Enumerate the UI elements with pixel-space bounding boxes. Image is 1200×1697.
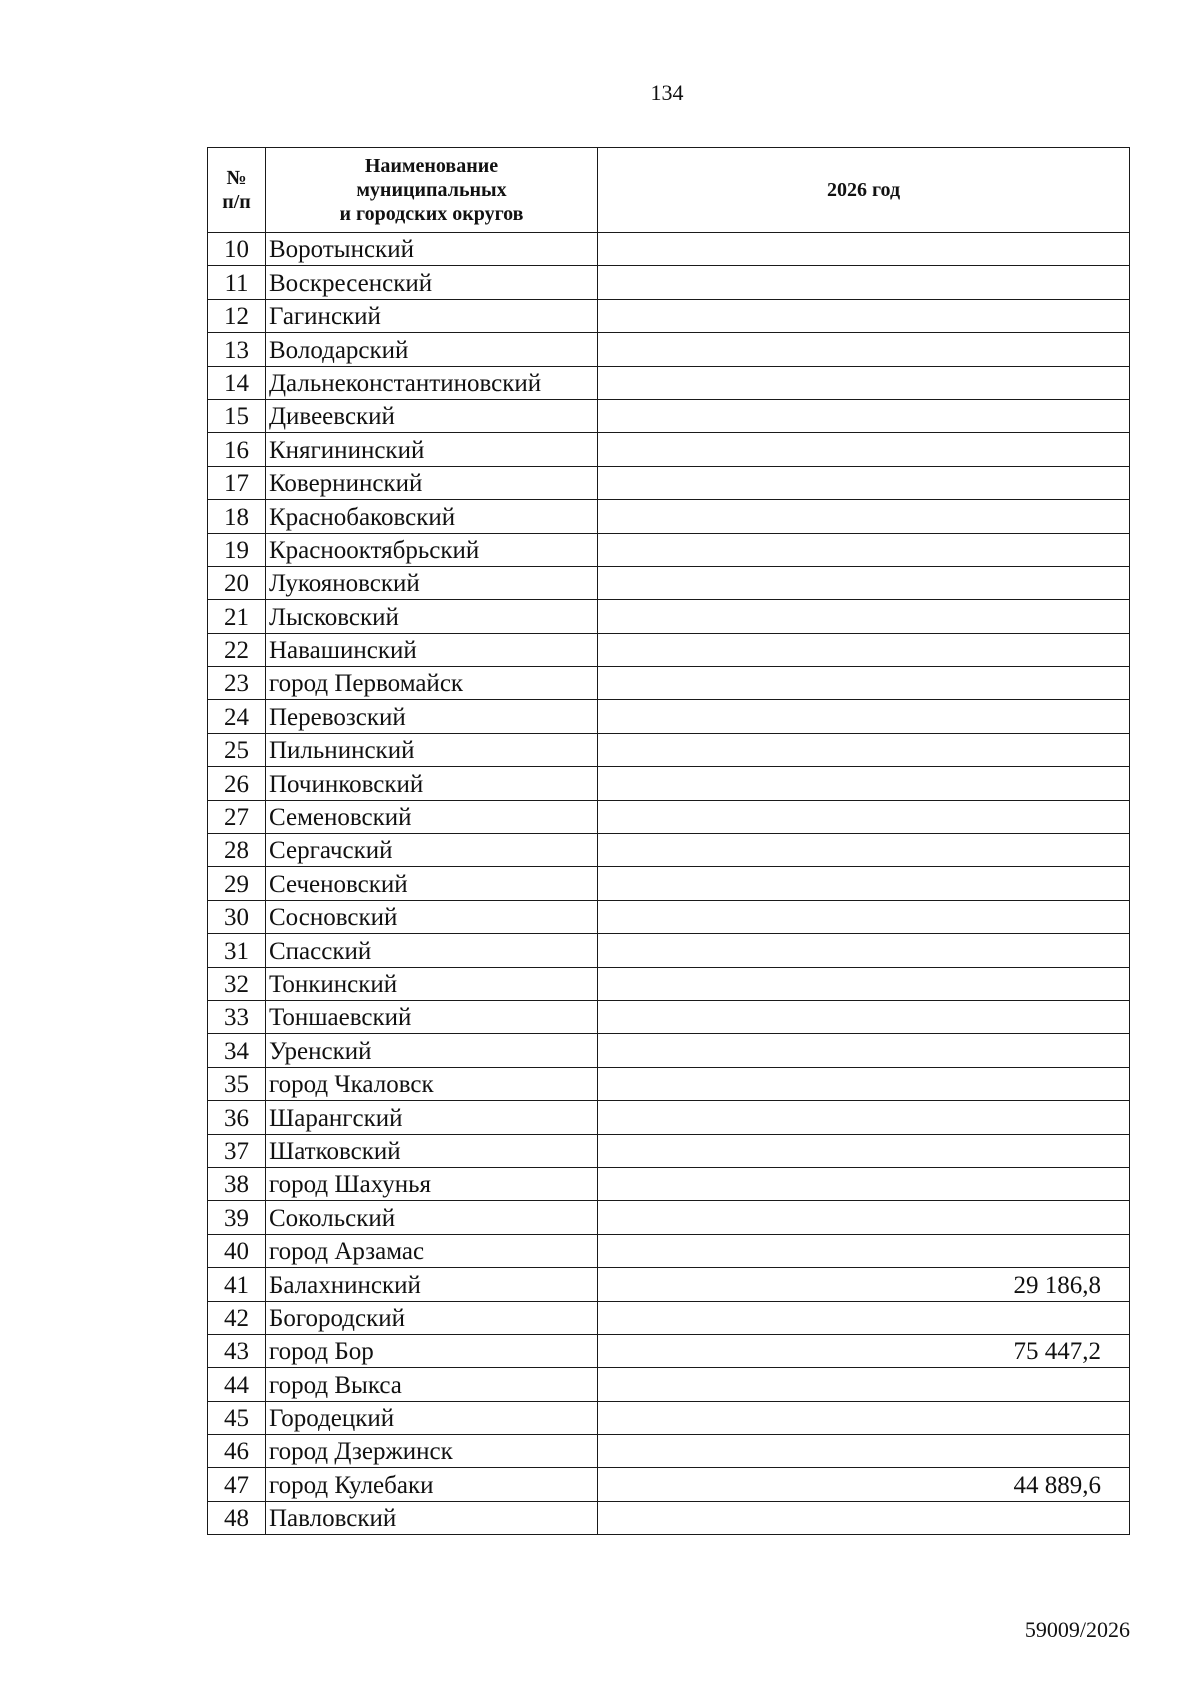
row-municipality-name: Дальнеконстантиновский [266, 366, 598, 399]
table-header [208, 148, 1130, 233]
row-value-2026 [598, 834, 1130, 867]
row-number: 17 [208, 466, 266, 499]
row-value-2026 [598, 1067, 1130, 1100]
row-number: 39 [208, 1201, 266, 1234]
table-row [208, 1134, 1130, 1167]
row-number: 20 [208, 566, 266, 599]
header-number: № п/п [208, 148, 266, 233]
row-value-2026 [598, 1234, 1130, 1267]
table-row [208, 1368, 1130, 1401]
row-municipality-name: Сосновский [266, 900, 598, 933]
row-value-2026 [598, 1134, 1130, 1167]
row-municipality-name: Воротынский [266, 233, 598, 266]
table-row [208, 1468, 1130, 1501]
row-municipality-name: Сергачский [266, 834, 598, 867]
row-value-2026 [598, 700, 1130, 733]
row-municipality-name: Ковернинский [266, 466, 598, 499]
row-value-2026 [598, 366, 1130, 399]
table-row [208, 967, 1130, 1000]
row-value-2026 [598, 533, 1130, 566]
table-row [208, 700, 1130, 733]
table-row [208, 1234, 1130, 1267]
table-row [208, 867, 1130, 900]
row-number: 47 [208, 1468, 266, 1501]
row-value-2026 [598, 1301, 1130, 1334]
header-year-2026: 2026 год [598, 148, 1130, 233]
table-row [208, 600, 1130, 633]
row-municipality-name: Починковский [266, 767, 598, 800]
row-municipality-name: город Бор [266, 1334, 598, 1367]
row-number: 36 [208, 1101, 266, 1134]
row-number: 13 [208, 333, 266, 366]
table-row [208, 333, 1130, 366]
row-municipality-name: Шарангский [266, 1101, 598, 1134]
table-body [208, 233, 1130, 1535]
row-number: 11 [208, 266, 266, 299]
table-row [208, 1101, 1130, 1134]
row-municipality-name: Краснобаковский [266, 500, 598, 533]
table-row [208, 1034, 1130, 1067]
row-value-2026 [598, 1501, 1130, 1534]
row-number: 33 [208, 1000, 266, 1033]
row-municipality-name: Пильнинский [266, 733, 598, 766]
row-value-2026: 29 186,8 [598, 1268, 1130, 1301]
row-value-2026 [598, 800, 1130, 833]
row-value-2026: 44 889,6 [598, 1468, 1130, 1501]
row-municipality-name: Краснооктябрьский [266, 533, 598, 566]
row-value-2026 [598, 600, 1130, 633]
row-number: 32 [208, 967, 266, 1000]
row-municipality-name: Сокольский [266, 1201, 598, 1234]
table-row [208, 1501, 1130, 1534]
table-row [208, 399, 1130, 432]
row-value-2026 [598, 299, 1130, 332]
row-number: 15 [208, 399, 266, 432]
table-row [208, 1334, 1130, 1367]
row-number: 41 [208, 1268, 266, 1301]
row-municipality-name: город Арзамас [266, 1234, 598, 1267]
row-value-2026 [598, 767, 1130, 800]
row-municipality-name: Гагинский [266, 299, 598, 332]
row-number: 25 [208, 733, 266, 766]
header-municipality-name: Наименование муниципальных и городских округов [266, 148, 598, 233]
row-municipality-name: город Шахунья [266, 1167, 598, 1200]
row-municipality-name: город Выкса [266, 1368, 598, 1401]
row-number: 10 [208, 233, 266, 266]
row-municipality-name: Володарский [266, 333, 598, 366]
row-municipality-name: Уренский [266, 1034, 598, 1067]
table-row [208, 900, 1130, 933]
table-row [208, 233, 1130, 266]
row-value-2026 [598, 433, 1130, 466]
row-value-2026 [598, 1101, 1130, 1134]
table-row [208, 1301, 1130, 1334]
row-value-2026 [598, 1201, 1130, 1234]
row-number: 37 [208, 1134, 266, 1167]
row-municipality-name: город Первомайск [266, 667, 598, 700]
table-row [208, 834, 1130, 867]
page-number: 134 [650, 80, 684, 105]
row-number: 31 [208, 934, 266, 967]
row-number: 22 [208, 633, 266, 666]
row-number: 34 [208, 1034, 266, 1067]
row-number: 23 [208, 667, 266, 700]
row-value-2026 [598, 667, 1130, 700]
table-row [208, 566, 1130, 599]
row-number: 27 [208, 800, 266, 833]
table-row [208, 1201, 1130, 1234]
table-row [208, 433, 1130, 466]
row-value-2026 [598, 1401, 1130, 1434]
row-value-2026 [598, 900, 1130, 933]
row-value-2026 [598, 733, 1130, 766]
row-value-2026 [598, 1167, 1130, 1200]
table-row [208, 1268, 1130, 1301]
table-row [208, 1435, 1130, 1468]
table-row [208, 767, 1130, 800]
row-number: 44 [208, 1368, 266, 1401]
row-municipality-name: Лысковский [266, 600, 598, 633]
table-row [208, 1401, 1130, 1434]
row-value-2026 [598, 233, 1130, 266]
row-value-2026 [598, 266, 1130, 299]
row-municipality-name: Тоншаевский [266, 1000, 598, 1033]
row-number: 14 [208, 366, 266, 399]
row-number: 29 [208, 867, 266, 900]
row-value-2026 [598, 1368, 1130, 1401]
row-number: 26 [208, 767, 266, 800]
row-municipality-name: Княгининский [266, 433, 598, 466]
row-municipality-name: город Дзержинск [266, 1435, 598, 1468]
row-municipality-name: город Чкаловск [266, 1067, 598, 1100]
table-row [208, 1000, 1130, 1033]
table-row [208, 366, 1130, 399]
row-number: 46 [208, 1435, 266, 1468]
row-value-2026 [598, 934, 1130, 967]
row-value-2026 [598, 1000, 1130, 1033]
row-municipality-name: Богородский [266, 1301, 598, 1334]
row-value-2026 [598, 967, 1130, 1000]
row-number: 42 [208, 1301, 266, 1334]
row-municipality-name: Сеченовский [266, 867, 598, 900]
table-header-row [208, 148, 1130, 233]
row-number: 12 [208, 299, 266, 332]
row-number: 28 [208, 834, 266, 867]
row-number: 35 [208, 1067, 266, 1100]
row-municipality-name: Перевозский [266, 700, 598, 733]
row-number: 18 [208, 500, 266, 533]
row-municipality-name: Городецкий [266, 1401, 598, 1434]
row-value-2026 [598, 466, 1130, 499]
table-row [208, 533, 1130, 566]
table-row [208, 266, 1130, 299]
table-row [208, 299, 1130, 332]
table-row [208, 466, 1130, 499]
row-municipality-name: Дивеевский [266, 399, 598, 432]
row-value-2026 [598, 1034, 1130, 1067]
row-value-2026 [598, 566, 1130, 599]
row-value-2026 [598, 333, 1130, 366]
row-municipality-name: Воскресенский [266, 266, 598, 299]
row-number: 43 [208, 1334, 266, 1367]
row-number: 30 [208, 900, 266, 933]
row-number: 38 [208, 1167, 266, 1200]
row-municipality-name: Балахнинский [266, 1268, 598, 1301]
row-number: 48 [208, 1501, 266, 1534]
document-code: 59009/2026 [1024, 1617, 1130, 1642]
table-row [208, 733, 1130, 766]
row-municipality-name: Павловский [266, 1501, 598, 1534]
table-row [208, 1167, 1130, 1200]
table-row [208, 1067, 1130, 1100]
table-row [208, 667, 1130, 700]
municipal-table [207, 147, 1130, 1535]
row-municipality-name: Спасский [266, 934, 598, 967]
row-value-2026 [598, 500, 1130, 533]
table-row [208, 800, 1130, 833]
row-number: 40 [208, 1234, 266, 1267]
row-value-2026 [598, 867, 1130, 900]
row-value-2026: 75 447,2 [598, 1334, 1130, 1367]
table-row [208, 633, 1130, 666]
row-number: 45 [208, 1401, 266, 1434]
row-municipality-name: Навашинский [266, 633, 598, 666]
row-municipality-name: Лукояновский [266, 566, 598, 599]
row-municipality-name: город Кулебаки [266, 1468, 598, 1501]
row-municipality-name: Семеновский [266, 800, 598, 833]
row-number: 19 [208, 533, 266, 566]
row-number: 21 [208, 600, 266, 633]
row-number: 16 [208, 433, 266, 466]
row-number: 24 [208, 700, 266, 733]
row-value-2026 [598, 399, 1130, 432]
row-municipality-name: Тонкинский [266, 967, 598, 1000]
row-municipality-name: Шатковский [266, 1134, 598, 1167]
row-value-2026 [598, 1435, 1130, 1468]
table-row [208, 500, 1130, 533]
row-value-2026 [598, 633, 1130, 666]
table-row [208, 934, 1130, 967]
